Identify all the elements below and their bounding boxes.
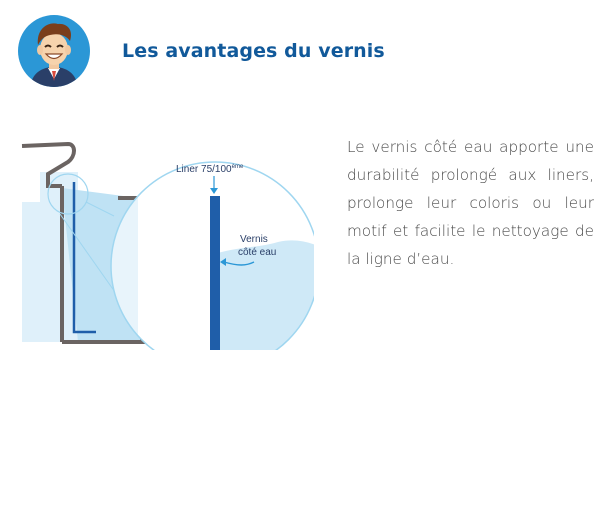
page-title: Les avantages du vernis [122,40,385,62]
description-text: Le vernis côté eau apporte une durabilité prolongé aux liners, prolonge leur coloris ou leur motif et facilite le nettoyage de la ligne d’eau. [347,138,594,268]
magnified-detail [98,162,314,350]
liner-varnish-illustration [18,132,314,350]
varnish-label-line2: côté eau [238,247,277,258]
header [18,14,385,88]
liner-label: Liner 75/100ème [176,164,244,175]
varnish-label-line1: Vernis [240,234,268,245]
mascot-avatar-icon [18,15,90,87]
